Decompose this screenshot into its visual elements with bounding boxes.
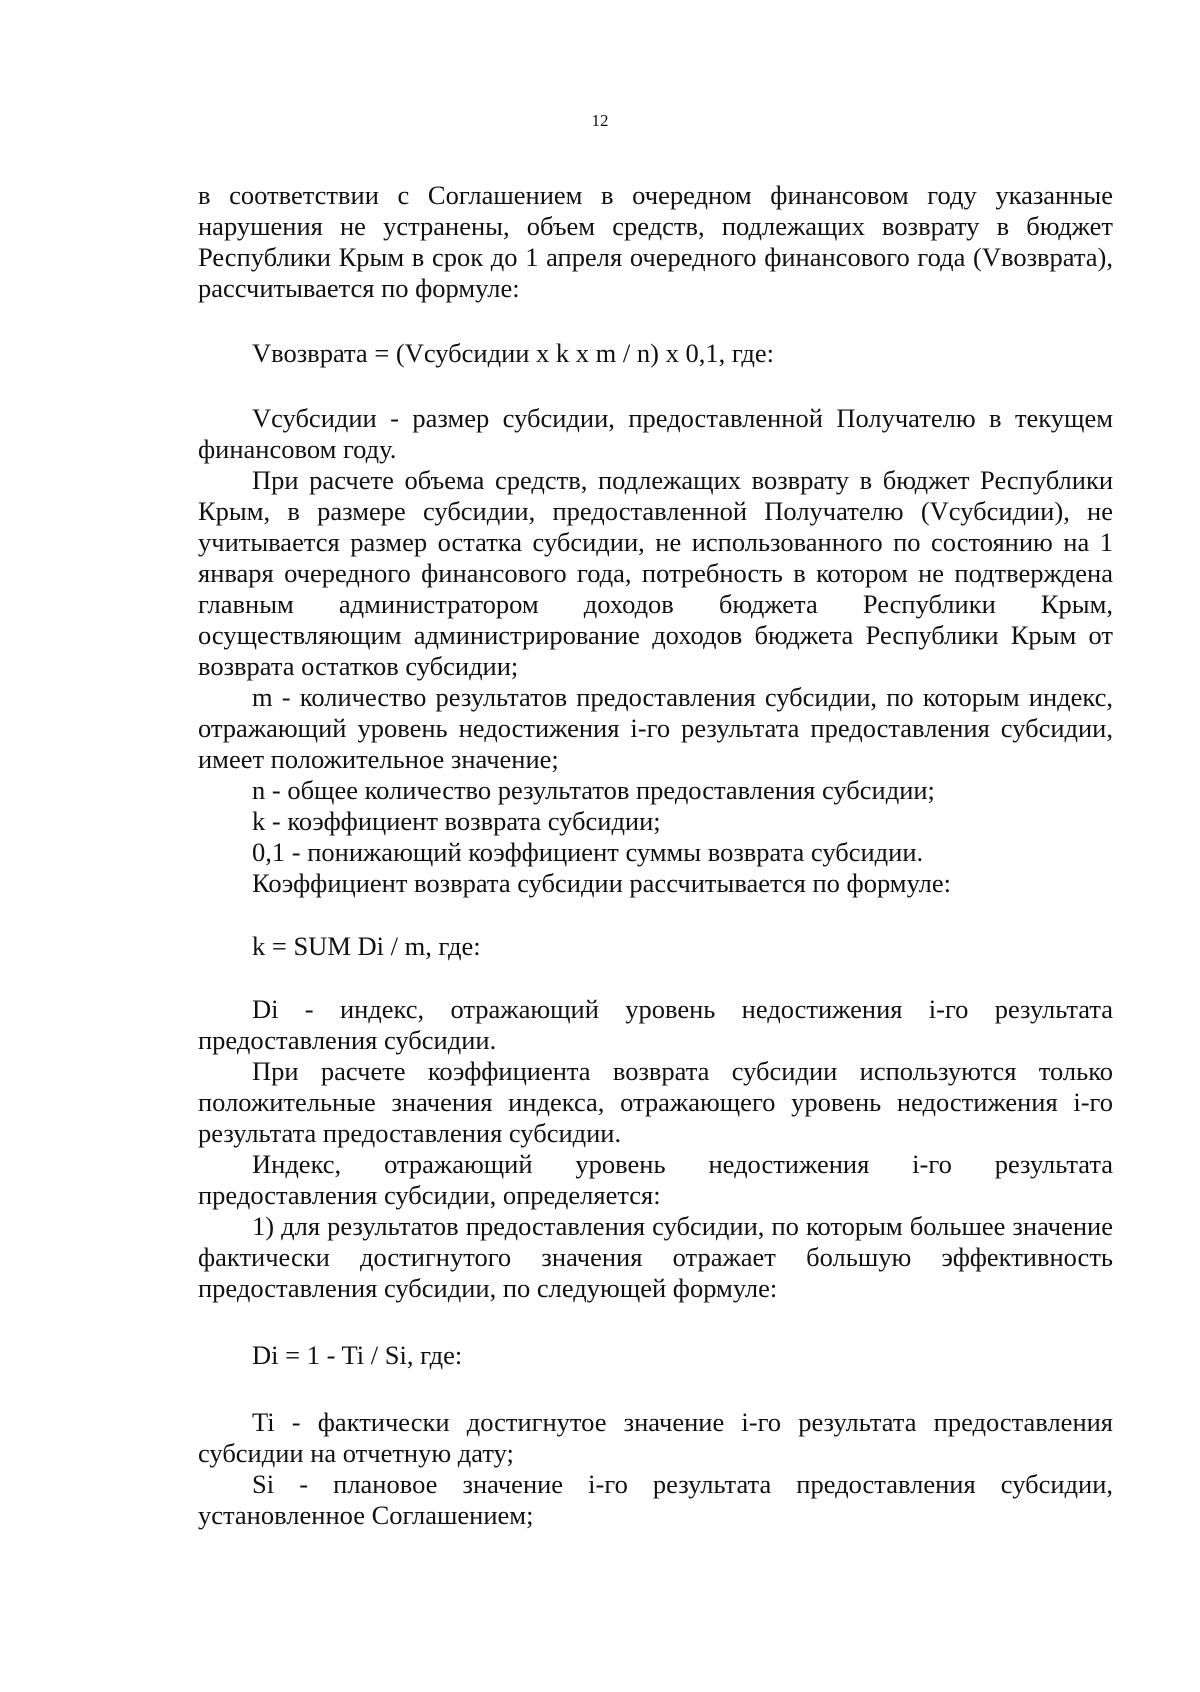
- definition-ti: Ti - фактически достигнутое значение i-го результата предоставления субсидии на отчетную дату;: [198, 1407, 1113, 1468]
- spacer: [198, 899, 1113, 931]
- document-body: [198, 180, 1113, 1531]
- list-item-1: 1) для результатов предоставления субсидии, по которым большее значение фактически достигнутого значения отражает большую эффективность предоставления субсидии, по следующей формуле:: [198, 1211, 1113, 1303]
- definition-reduction-coefficient: 0,1 - понижающий коэффициент суммы возврата субсидии.: [252, 837, 924, 867]
- spacer: [198, 369, 1113, 403]
- formula-v-return: Vвозврата = (Vсубсидии x k x m / n) x 0,1, где:: [252, 338, 775, 368]
- spacer: [198, 1304, 1113, 1340]
- paragraph-k-formula-intro: Коэффициент возврата субсидии рассчитывается по формуле:: [252, 868, 952, 898]
- formula-di: Di = 1 - Ti / Si, где:: [252, 1340, 463, 1370]
- definition-di: Di - индекс, отражающий уровень недостижения i-го результата предоставления субсидии.: [198, 994, 1113, 1055]
- paragraph-intro: в соответствии с Соглашением в очередном финансовом году указанные нарушения не устранены, объем средств, подлежащих возврату в бюджет Республики Крым в срок до 1 апреля очередного финансового года (Vвозврата), рассчитывается по формуле:: [198, 180, 1113, 303]
- definition-k: k - коэффициент возврата субсидии;: [252, 806, 661, 836]
- definition-v-subsidy: Vсубсидии - размер субсидии, предоставленной Получателю в текущем финансовом году.: [198, 403, 1113, 464]
- spacer: [198, 962, 1113, 994]
- page-number: 12: [591, 111, 609, 130]
- definition-si: Si - плановое значение i-го результата предоставления субсидии, установленное Соглашением;: [198, 1469, 1113, 1530]
- paragraph-positive-values: При расчете коэффициента возврата субсидии используются только положительные значения индекса, отражающего уровень недостижения i-го результата предоставления субсидии.: [198, 1056, 1113, 1148]
- formula-k: k = SUM Di / m, где:: [252, 931, 481, 961]
- definition-n: n - общее количество результатов предоставления субсидии;: [252, 775, 935, 805]
- paragraph-calculation-note: При расчете объема средств, подлежащих возврату в бюджет Республики Крым, в размере субсидии, предоставленной Получателю (Vсубсидии), не учитывается размер остатка субсидии, не использованного по состоянию на 1 января очередного финансового года, потребность в котором не подтверждена главным администратором доходов бюджета Республики Крым, осуществляющим администрирование доходов бюджета Республики Крым от возврата остатков субсидии;: [198, 465, 1113, 681]
- spacer: [198, 1371, 1113, 1407]
- spacer: [198, 304, 1113, 338]
- paragraph-index-determined: Индекс, отражающий уровень недостижения i-го результата предоставления субсидии, определяется:: [198, 1149, 1113, 1210]
- definition-m: m - количество результатов предоставления субсидии, по которым индекс, отражающий уровень недостижения i-го результата предоставления субсидии, имеет положительное значение;: [198, 682, 1113, 774]
